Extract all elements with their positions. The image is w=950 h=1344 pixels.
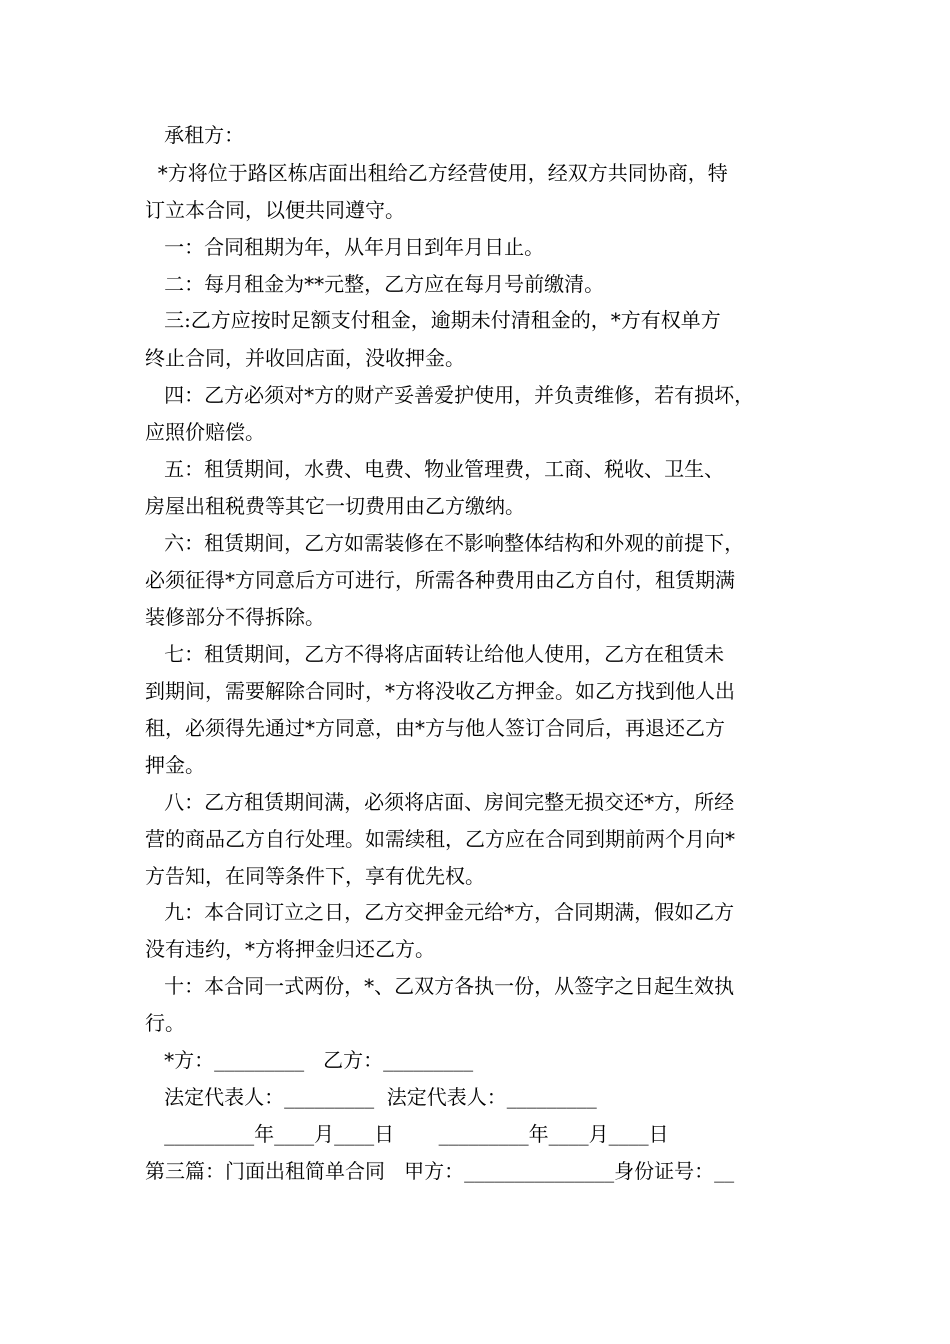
line-text: 四：乙方必须对*方的财产妥善爱护使用，并负责维修，若有损坏， <box>145 383 755 407</box>
line-text: 行。 <box>145 1011 185 1035</box>
text-line <box>145 858 815 894</box>
line-text: 二：每月租金为**元整，乙方应在每月号前缴清。 <box>145 272 605 296</box>
line-text: *方：_________ 乙方：_________ <box>145 1048 474 1072</box>
line-text: 八：乙方租赁期间满，必须将店面、房间完整无损交还*方，所经 <box>145 790 735 814</box>
text-line <box>145 931 815 967</box>
line-text: 订立本合同，以便共同遵守。 <box>145 198 405 222</box>
line-text: 装修部分不得拆除。 <box>145 605 325 629</box>
text-line <box>145 710 815 746</box>
text-line <box>145 673 815 709</box>
line-text: 一：合同租期为年，从年月日到年月日止。 <box>145 235 545 259</box>
line-text: _________年____月____日 _________年____月____日 <box>145 1122 669 1146</box>
line-text: 租，必须得先通过*方同意，由*方与他人签订合同后，再退还乙方 <box>145 716 725 740</box>
line-text: 到期间，需要解除合同时，*方将没收乙方押金。如乙方找到他人出 <box>145 679 735 703</box>
text-line <box>145 784 815 820</box>
text-line <box>145 414 815 450</box>
text-line <box>145 117 815 153</box>
line-text: 必须征得*方同意后方可进行，所需各种费用由乙方自付，租赁期满 <box>145 568 735 592</box>
text-line <box>145 377 815 413</box>
text-line <box>145 525 815 561</box>
signature-line <box>145 1042 815 1078</box>
line-text: 方告知，在同等条件下，享有优先权。 <box>145 864 485 888</box>
signature-line <box>145 1079 815 1115</box>
text-line <box>145 747 815 783</box>
line-text: 七：租赁期间，乙方不得将店面转让给他人使用，乙方在租赁未 <box>145 642 725 666</box>
text-line <box>145 968 815 1004</box>
text-line <box>145 894 815 930</box>
line-text: 第三篇：门面出租简单合同 甲方：_______________身份证号：__ <box>145 1159 735 1183</box>
line-text: *方将位于路区栋店面出租给乙方经营使用，经双方共同协商，特 <box>145 161 728 185</box>
text-line <box>145 340 815 376</box>
text-line <box>145 821 815 857</box>
line-text: 营的商品乙方自行处理。如需续租，乙方应在合同到期前两个月向* <box>145 827 735 851</box>
text-line <box>145 266 815 302</box>
line-text: 法定代表人：_________ 法定代表人：_________ <box>145 1085 597 1109</box>
section-heading-line <box>145 1153 815 1189</box>
text-line <box>145 229 815 265</box>
line-text: 十：本合同一式两份，*、乙双方各执一份，从签字之日起生效执 <box>145 974 735 998</box>
line-text: 六：租赁期间，乙方如需装修在不影响整体结构和外观的前提下， <box>145 531 745 555</box>
text-line <box>145 155 815 191</box>
line-text: 应照价赔偿。 <box>145 420 265 444</box>
line-text: 没有违约，*方将押金归还乙方。 <box>145 937 435 961</box>
line-text: 房屋出租税费等其它一切费用由乙方缴纳。 <box>145 494 525 518</box>
text-line <box>145 562 815 598</box>
text-line <box>145 488 815 524</box>
text-line <box>145 302 815 338</box>
line-text: 九：本合同订立之日，乙方交押金元给*方，合同期满，假如乙方 <box>145 900 735 924</box>
line-text: 三:乙方应按时足额支付租金，逾期未付清租金的，*方有权单方 <box>145 308 721 332</box>
line-text: 五：租赁期间，水费、电费、物业管理费，工商、税收、卫生、 <box>145 457 725 481</box>
date-line <box>145 1116 815 1152</box>
text-line <box>145 451 815 487</box>
text-line <box>145 1005 815 1041</box>
text-line <box>145 192 815 228</box>
line-text: 承租方： <box>145 123 245 147</box>
text-line <box>145 599 815 635</box>
line-text: 终止合同，并收回店面，没收押金。 <box>145 346 465 370</box>
line-text: 押金。 <box>145 753 205 777</box>
text-line <box>145 636 815 672</box>
